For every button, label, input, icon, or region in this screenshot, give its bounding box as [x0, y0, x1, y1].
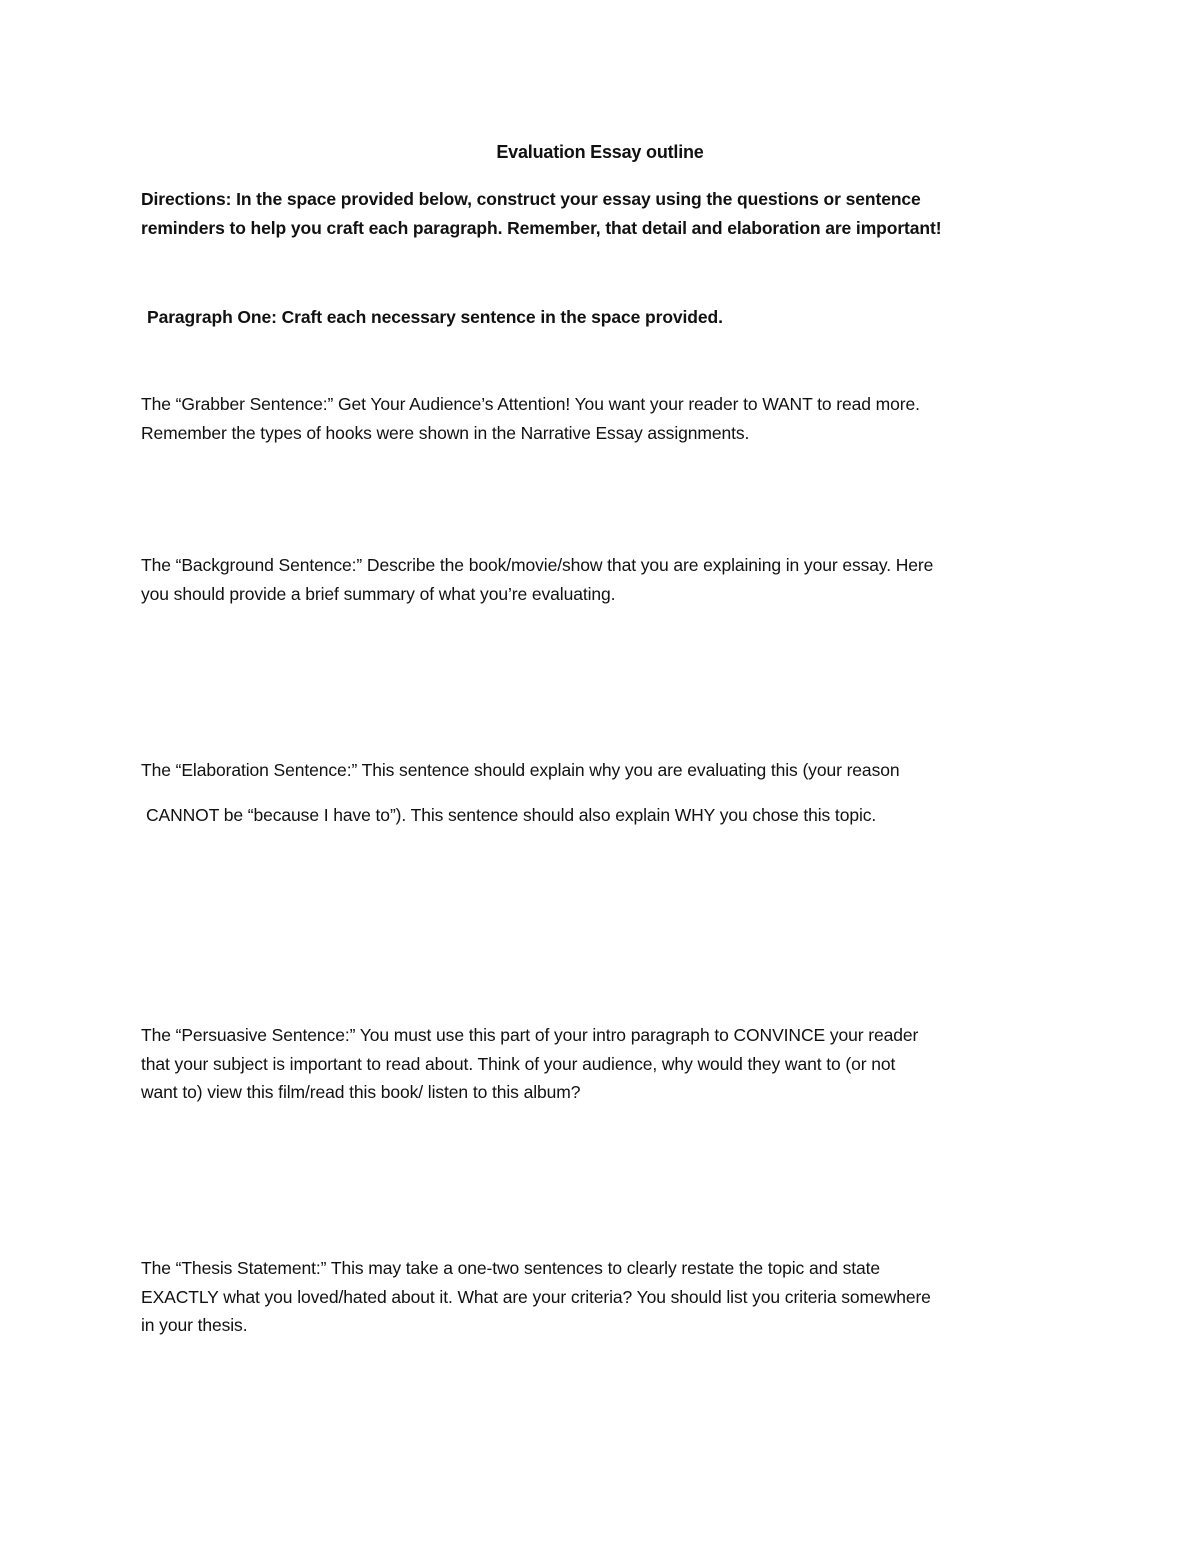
persuasive-line-3: want to) view this film/read this book/ listen to this album? — [141, 1082, 581, 1102]
persuasive-line-1: The “Persuasive Sentence:” You must use this part of your intro paragraph to CONVINCE your reader — [141, 1025, 919, 1045]
background-line-2: you should provide a brief summary of what you’re evaluating. — [141, 583, 616, 604]
document-title: Evaluation Essay outline — [496, 142, 704, 162]
directions-line-2: reminders to help you craft each paragraph. Remember, that detail and elaboration are important! — [141, 217, 942, 238]
background-sentence-prompt — [141, 551, 1071, 608]
directions-text — [141, 185, 1071, 242]
persuasive-sentence-prompt — [141, 1021, 1071, 1107]
thesis-line-3: in your thesis. — [141, 1315, 248, 1335]
grabber-line-2: Remember the types of hooks were shown in the Narrative Essay assignments. — [141, 422, 750, 443]
thesis-line-2: EXACTLY what you loved/hated about it. What are your criteria? You should list you criteria somewhere — [141, 1286, 931, 1307]
paragraph-one-heading: Paragraph One: Craft each necessary sentence in the space provided. — [147, 307, 723, 327]
grabber-sentence-prompt — [141, 390, 1071, 447]
elaboration-sentence-prompt — [141, 756, 1071, 785]
elaboration-sentence-continuation — [146, 801, 1076, 830]
background-line-1: The “Background Sentence:” Describe the book/movie/show that you are explaining in your essay. Here — [141, 555, 934, 575]
elaboration-line-2: CANNOT be “because I have to”). This sentence should also explain WHY you chose this topic. — [146, 805, 877, 825]
directions-line-1: Directions: In the space provided below, construct your essay using the questions or sentence — [141, 189, 921, 209]
thesis-statement-prompt — [141, 1254, 1071, 1340]
persuasive-line-2: that your subject is important to read about. Think of your audience, why would they want to (or not — [141, 1053, 896, 1074]
thesis-line-1: The “Thesis Statement:” This may take a one-two sentences to clearly restate the topic and state — [141, 1258, 881, 1278]
elaboration-line-1: The “Elaboration Sentence:” This sentence should explain why you are evaluating this (your reason — [141, 760, 900, 780]
grabber-line-1: The “Grabber Sentence:” Get Your Audience’s Attention! You want your reader to WANT to read more. — [141, 394, 920, 414]
